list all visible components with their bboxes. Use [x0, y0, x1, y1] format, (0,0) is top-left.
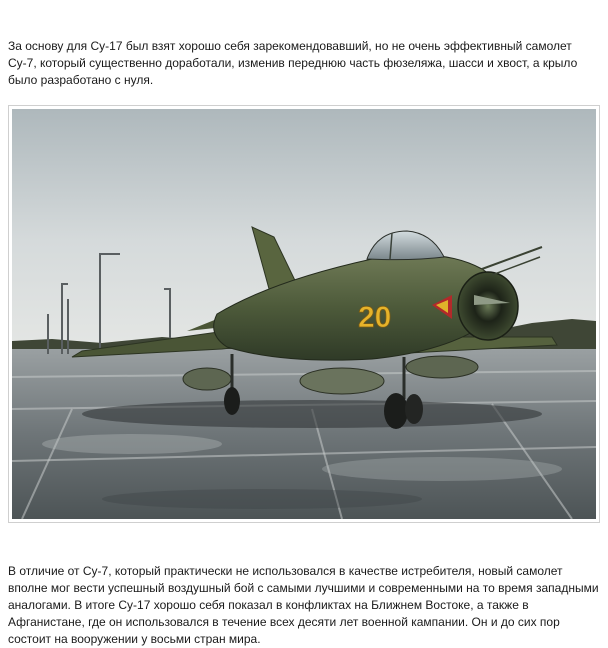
- main-wheel: [224, 387, 240, 415]
- closing-paragraph: В отличие от Су-7, который практически не использовался в качестве истребителя, новый самолет вполне мог вести успешный воздушный бой с самыми лучшими и современными на то время западными аналогами. В итоге Су-17 хорошо себя показал в конфликтах на Ближнем Востоке, а также в Афганистане, где он использовался в течение всех десяти лет военной кампании. Он и до сих пор состоит на вооружении у восьми стран мира.: [8, 564, 599, 646]
- fuel-tank-center: [300, 368, 384, 394]
- aircraft-photo-frame: [8, 105, 600, 523]
- intro-paragraph: За основу для Су-17 был взят хорошо себя зарекомендовавший, но не очень эффективный самолет Су-7, который существенно доработали, изменив переднюю часть фюзеляжа, шасси и хвост, а крыло было разработано с нуля.: [8, 39, 578, 87]
- fuel-tank-right: [406, 356, 478, 378]
- aircraft-photo: [12, 109, 596, 519]
- nose-intake: [458, 272, 518, 340]
- nose-number: 20: [358, 301, 392, 334]
- nose-wheel: [384, 393, 408, 429]
- fuel-tank-left: [183, 368, 231, 390]
